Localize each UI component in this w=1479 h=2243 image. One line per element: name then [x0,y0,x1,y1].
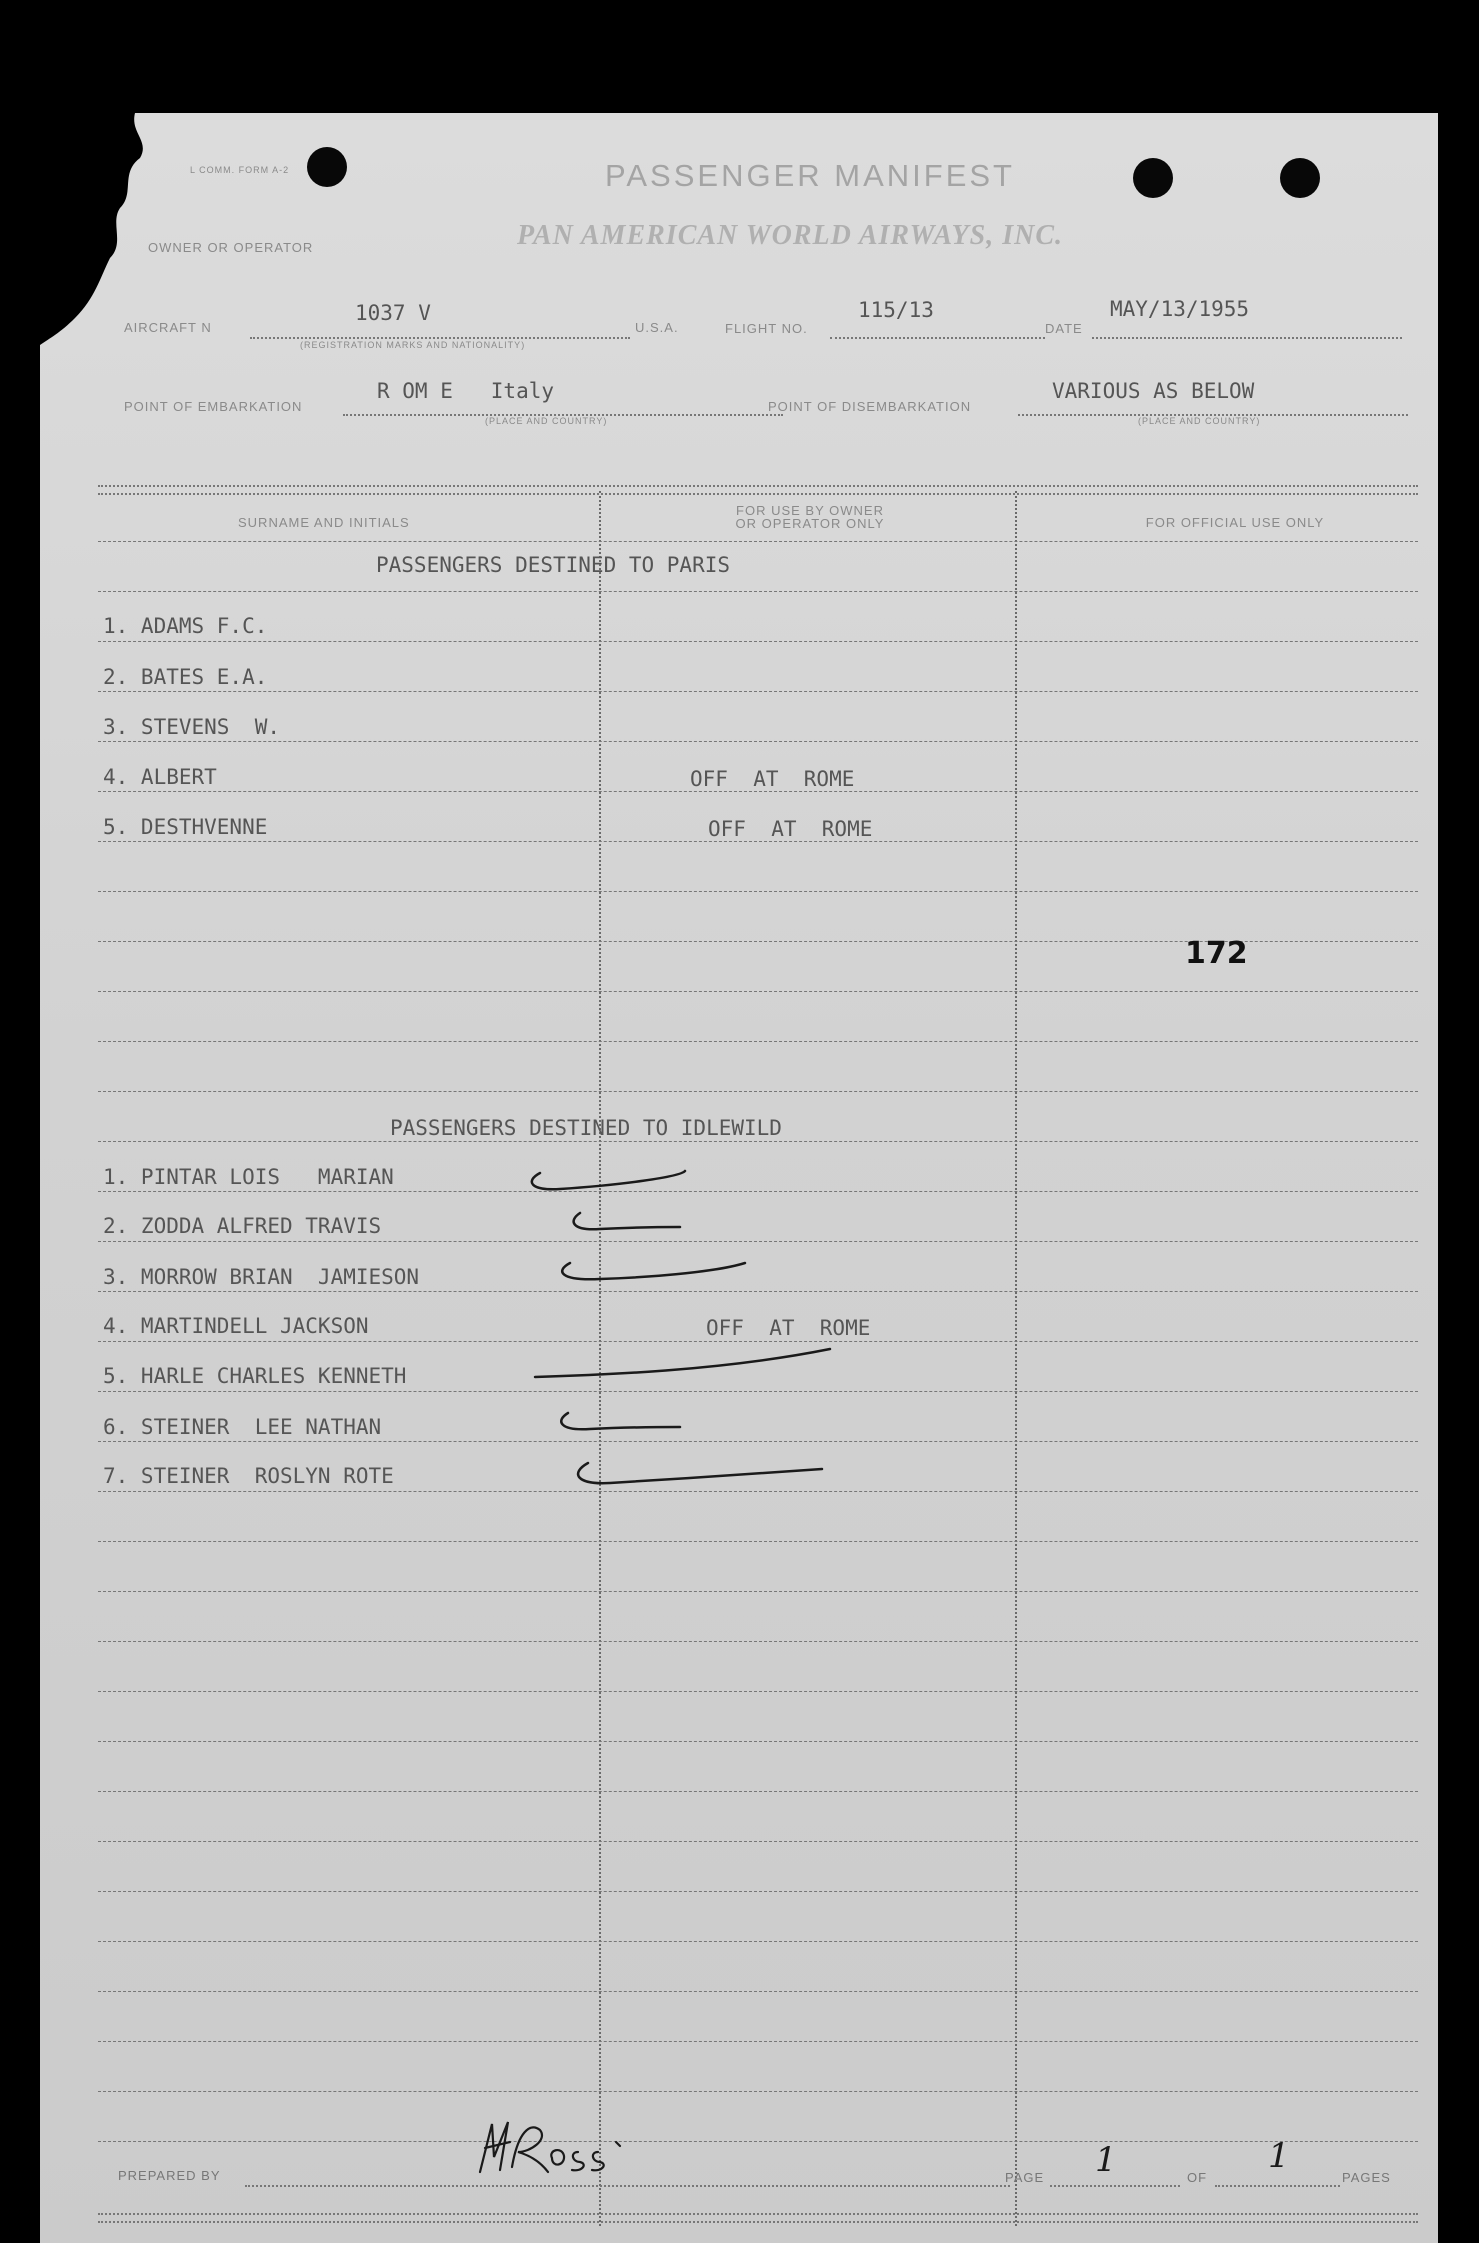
passenger-name: 2. BATES E.A. [103,665,268,689]
company-name: PAN AMERICAN WORLD AIRWAYS, INC. [516,220,1063,251]
page-value: 1 [1095,2140,1117,2180]
embarkation-caption: (PLACE AND COUNTRY) [485,416,608,426]
disembarkation-label: POINT OF DISEMBARKATION [768,399,972,414]
passenger-name: 5. HARLE CHARLES KENNETH [103,1364,407,1388]
manifest-page [40,113,1438,2243]
signature [470,2112,640,2192]
date-value: MAY/13/1955 [1110,297,1250,321]
date-label: DATE [1045,321,1083,336]
disembarkation-value: VARIOUS AS BELOW [1052,379,1255,403]
prepared-by-label: PREPARED BY [118,2168,221,2183]
passenger-name: 4. ALBERT [103,765,217,789]
passenger-name: 7. STEINER ROSLYN ROTE [103,1464,394,1488]
passenger-name: 6. STEINER LEE NATHAN [103,1415,382,1439]
passenger-note: OFF AT ROME [690,767,855,791]
page-label: PAGE [1005,2170,1045,2185]
passenger-note: OFF AT ROME [708,817,873,841]
passenger-note: OFF AT ROME [706,1316,871,1340]
passenger-name: 1. PINTAR LOIS MARIAN [103,1165,394,1189]
section-heading-paris: PASSENGERS DESTINED TO PARIS [376,553,731,577]
column-header-surname: SURNAME AND INITIALS [238,515,410,530]
column-header-owner-use-1: FOR USE BY OWNER [736,503,884,518]
section-heading-idlewild: PASSENGERS DESTINED TO IDLEWILD [390,1116,782,1140]
form-corner-stamp: L COMM. FORM A-2 [190,165,290,175]
passenger-name: 4. MARTINDELL JACKSON [103,1314,369,1338]
registration-caption: (REGISTRATION MARKS AND NATIONALITY) [300,340,526,350]
of-value: 1 [1268,2136,1290,2176]
flight-no-label: FLIGHT NO. [725,321,808,336]
column-header-owner-use-2: OR OPERATOR ONLY [735,516,885,531]
passenger-name: 2. ZODDA ALFRED TRAVIS [103,1214,382,1238]
pages-label: PAGES [1342,2170,1391,2185]
passenger-name: 1. ADAMS F.C. [103,614,268,638]
flight-no-value: 115/13 [858,298,934,322]
column-header-official-use: FOR OFFICIAL USE ONLY [1145,515,1325,530]
passenger-name: 3. MORROW BRIAN JAMIESON [103,1265,420,1289]
aircraft-label: AIRCRAFT N [124,320,212,335]
disembarkation-caption: (PLACE AND COUNTRY) [1138,416,1261,426]
embarkation-value: R OM E Italy [377,379,555,403]
usa-label: U.S.A. [635,320,679,335]
official-number: 172 [1185,936,1248,971]
handwritten-check-marks [40,113,1438,2243]
owner-operator-label: OWNER OR OPERATOR [148,240,314,255]
passenger-name: 5. DESTHVENNE [103,815,268,839]
passenger-name: 3. STEVENS W. [103,715,281,739]
manifest-title: PASSENGER MANIFEST [605,158,1015,193]
aircraft-value: 1037 V [355,301,431,325]
embarkation-label: POINT OF EMBARKATION [124,399,303,414]
of-label: OF [1187,2170,1208,2185]
